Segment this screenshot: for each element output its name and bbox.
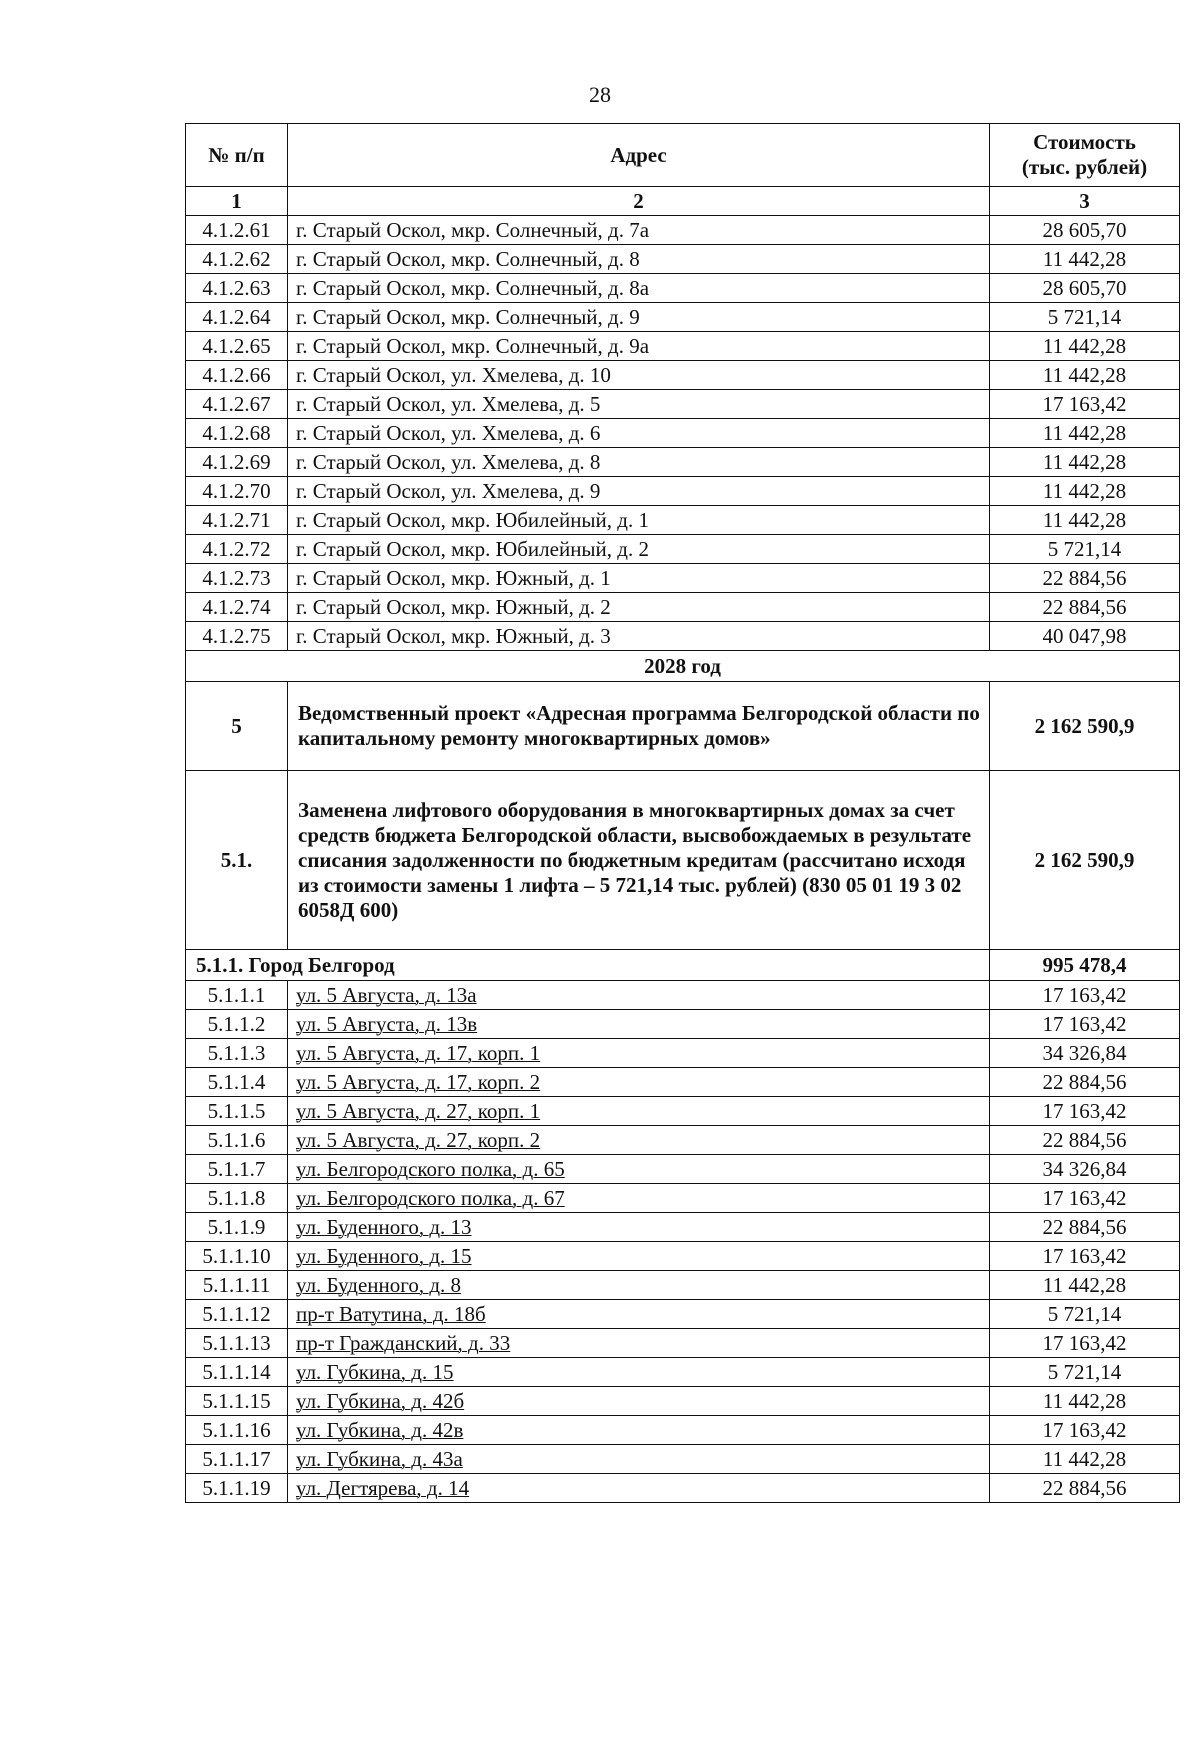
row-address-text: пр-т Ватутина, д. 18б xyxy=(296,1302,486,1326)
row-cost: 11 442,28 xyxy=(990,245,1180,274)
row-address xyxy=(288,1184,990,1213)
header-cost-line2: (тыс. рублей) xyxy=(1021,155,1148,179)
row-address xyxy=(288,1474,990,1503)
table-row xyxy=(186,1242,1180,1271)
row-cost: 17 163,42 xyxy=(990,1329,1180,1358)
row-cost: 22 884,56 xyxy=(990,564,1180,593)
page-number: 28 xyxy=(589,82,611,107)
row-address: г. Старый Оскол, мкр. Юбилейный, д. 2 xyxy=(288,535,990,564)
row-address: г. Старый Оскол, мкр. Солнечный, д. 7а xyxy=(288,216,990,245)
row-cost: 5 721,14 xyxy=(990,535,1180,564)
row-num: 5.1.1.12 xyxy=(186,1300,288,1329)
row-num: 5.1.1.1 xyxy=(186,981,288,1010)
row-address-text: ул. Белгородского полка, д. 67 xyxy=(296,1186,565,1210)
row-num: 4.1.2.72 xyxy=(186,535,288,564)
row-address: г. Старый Оскол, ул. Хмелева, д. 10 xyxy=(288,361,990,390)
row-cost: 11 442,28 xyxy=(990,419,1180,448)
table-row xyxy=(186,1155,1180,1184)
subproject-row xyxy=(186,771,1180,950)
row-cost: 11 442,28 xyxy=(990,1387,1180,1416)
table-row xyxy=(186,390,1180,419)
table-row xyxy=(186,1126,1180,1155)
row-address-text: ул. Губкина, д. 15 xyxy=(296,1360,454,1384)
table-row xyxy=(186,506,1180,535)
row-cost: 28 605,70 xyxy=(990,216,1180,245)
row-address xyxy=(288,1387,990,1416)
row-num: 5.1.1.8 xyxy=(186,1184,288,1213)
city-cost: 995 478,4 xyxy=(990,950,1180,981)
row-cost: 22 884,56 xyxy=(990,1213,1180,1242)
row-cost: 11 442,28 xyxy=(990,1445,1180,1474)
subproject-num: 5.1. xyxy=(186,771,288,950)
row-cost: 34 326,84 xyxy=(990,1039,1180,1068)
table-row xyxy=(186,1068,1180,1097)
row-num: 4.1.2.75 xyxy=(186,622,288,651)
table-row xyxy=(186,1387,1180,1416)
column-number-row xyxy=(186,187,1180,216)
row-cost: 17 163,42 xyxy=(990,1242,1180,1271)
table-row xyxy=(186,332,1180,361)
row-num: 4.1.2.69 xyxy=(186,448,288,477)
row-address-text: ул. Буденного, д. 8 xyxy=(296,1273,462,1297)
row-address: г. Старый Оскол, мкр. Солнечный, д. 8 xyxy=(288,245,990,274)
table-row xyxy=(186,1184,1180,1213)
table-row xyxy=(186,274,1180,303)
row-num: 5.1.1.10 xyxy=(186,1242,288,1271)
row-cost: 17 163,42 xyxy=(990,390,1180,419)
row-cost: 34 326,84 xyxy=(990,1155,1180,1184)
column-number: 3 xyxy=(990,187,1180,216)
table-row xyxy=(186,535,1180,564)
row-num: 4.1.2.66 xyxy=(186,361,288,390)
table-row xyxy=(186,245,1180,274)
row-address-text: ул. Губкина, д. 43а xyxy=(296,1447,463,1471)
table-row xyxy=(186,477,1180,506)
row-num: 4.1.2.70 xyxy=(186,477,288,506)
header-cost xyxy=(990,124,1180,187)
row-address xyxy=(288,1010,990,1039)
row-cost: 40 047,98 xyxy=(990,622,1180,651)
year-heading-row xyxy=(186,651,1180,682)
row-num: 5.1.1.6 xyxy=(186,1126,288,1155)
row-address: г. Старый Оскол, ул. Хмелева, д. 8 xyxy=(288,448,990,477)
table-row xyxy=(186,622,1180,651)
row-cost: 11 442,28 xyxy=(990,448,1180,477)
table-row xyxy=(186,1097,1180,1126)
row-cost: 5 721,14 xyxy=(990,303,1180,332)
row-num: 5.1.1.3 xyxy=(186,1039,288,1068)
project-cost: 2 162 590,9 xyxy=(990,682,1180,771)
row-address xyxy=(288,1039,990,1068)
row-num: 5.1.1.15 xyxy=(186,1387,288,1416)
row-address: г. Старый Оскол, мкр. Южный, д. 1 xyxy=(288,564,990,593)
row-num: 4.1.2.68 xyxy=(186,419,288,448)
row-address xyxy=(288,1416,990,1445)
header-cost-line1: Стоимость xyxy=(1033,130,1136,154)
table-row xyxy=(186,1329,1180,1358)
row-num: 5.1.1.4 xyxy=(186,1068,288,1097)
row-num: 5.1.1.11 xyxy=(186,1271,288,1300)
row-cost: 17 163,42 xyxy=(990,1184,1180,1213)
row-cost: 11 442,28 xyxy=(990,361,1180,390)
row-num: 5.1.1.16 xyxy=(186,1416,288,1445)
project-num: 5 xyxy=(186,682,288,771)
row-address xyxy=(288,1213,990,1242)
city-label: 5.1.1. Город Белгород xyxy=(186,950,990,981)
row-num: 4.1.2.64 xyxy=(186,303,288,332)
section-4-rows xyxy=(186,216,1180,651)
subproject-cost: 2 162 590,9 xyxy=(990,771,1180,950)
header-num: № п/п xyxy=(186,124,288,187)
row-num: 4.1.2.71 xyxy=(186,506,288,535)
table-row xyxy=(186,303,1180,332)
row-num: 4.1.2.67 xyxy=(186,390,288,419)
section-5-rows xyxy=(186,981,1180,1503)
year-heading: 2028 год xyxy=(186,651,1180,682)
table-row xyxy=(186,1300,1180,1329)
city-row xyxy=(186,950,1180,981)
row-address xyxy=(288,981,990,1010)
row-address: г. Старый Оскол, ул. Хмелева, д. 5 xyxy=(288,390,990,419)
row-address-text: ул. Дегтярева, д. 14 xyxy=(296,1476,470,1500)
table-row xyxy=(186,216,1180,245)
row-address-text: ул. 5 Августа, д. 17, корп. 1 xyxy=(296,1041,541,1065)
column-number: 2 xyxy=(288,187,990,216)
row-cost: 11 442,28 xyxy=(990,1271,1180,1300)
row-address: г. Старый Оскол, мкр. Солнечный, д. 8а xyxy=(288,274,990,303)
row-cost: 5 721,14 xyxy=(990,1358,1180,1387)
row-address xyxy=(288,1271,990,1300)
row-num: 4.1.2.63 xyxy=(186,274,288,303)
column-number: 1 xyxy=(186,187,288,216)
row-address-text: ул. Буденного, д. 15 xyxy=(296,1244,472,1268)
row-address-text: ул. Губкина, д. 42в xyxy=(296,1418,464,1442)
row-cost: 22 884,56 xyxy=(990,593,1180,622)
row-address xyxy=(288,1300,990,1329)
row-address xyxy=(288,1329,990,1358)
row-num: 5.1.1.14 xyxy=(186,1358,288,1387)
table-row xyxy=(186,1271,1180,1300)
row-cost: 17 163,42 xyxy=(990,1097,1180,1126)
year-section xyxy=(186,651,1180,981)
row-address-text: ул. 5 Августа, д. 27, корп. 2 xyxy=(296,1128,541,1152)
row-cost: 11 442,28 xyxy=(990,477,1180,506)
row-address xyxy=(288,1242,990,1271)
row-address xyxy=(288,1358,990,1387)
row-cost: 22 884,56 xyxy=(990,1126,1180,1155)
table-row xyxy=(186,1445,1180,1474)
row-address: г. Старый Оскол, мкр. Южный, д. 2 xyxy=(288,593,990,622)
project-row xyxy=(186,682,1180,771)
row-address-text: ул. Буденного, д. 13 xyxy=(296,1215,472,1239)
row-address: г. Старый Оскол, мкр. Юбилейный, д. 1 xyxy=(288,506,990,535)
row-address xyxy=(288,1068,990,1097)
row-num: 4.1.2.73 xyxy=(186,564,288,593)
row-num: 5.1.1.5 xyxy=(186,1097,288,1126)
row-cost: 17 163,42 xyxy=(990,1416,1180,1445)
row-address xyxy=(288,1155,990,1184)
row-address xyxy=(288,1126,990,1155)
table-row xyxy=(186,1039,1180,1068)
row-cost: 22 884,56 xyxy=(990,1068,1180,1097)
row-cost: 11 442,28 xyxy=(990,506,1180,535)
row-num: 4.1.2.61 xyxy=(186,216,288,245)
row-address-text: ул. Белгородского полка, д. 65 xyxy=(296,1157,565,1181)
table-row xyxy=(186,1416,1180,1445)
table-row xyxy=(186,1213,1180,1242)
table-row xyxy=(186,448,1180,477)
address-cost-table xyxy=(185,123,1180,1503)
row-num: 5.1.1.9 xyxy=(186,1213,288,1242)
row-num: 4.1.2.62 xyxy=(186,245,288,274)
table-row xyxy=(186,1358,1180,1387)
row-address xyxy=(288,1097,990,1126)
row-address-text: ул. 5 Августа, д. 13а xyxy=(296,983,477,1007)
row-cost: 28 605,70 xyxy=(990,274,1180,303)
row-cost: 5 721,14 xyxy=(990,1300,1180,1329)
row-num: 5.1.1.7 xyxy=(186,1155,288,1184)
row-address-text: ул. Губкина, д. 42б xyxy=(296,1389,465,1413)
row-address: г. Старый Оскол, мкр. Солнечный, д. 9 xyxy=(288,303,990,332)
row-address: г. Старый Оскол, мкр. Южный, д. 3 xyxy=(288,622,990,651)
row-address-text: пр-т Гражданский, д. 33 xyxy=(296,1331,511,1355)
row-address-text: ул. 5 Августа, д. 13в xyxy=(296,1012,478,1036)
header-address: Адрес xyxy=(288,124,990,187)
table-row xyxy=(186,593,1180,622)
row-address xyxy=(288,1445,990,1474)
row-address-text: ул. 5 Августа, д. 27, корп. 1 xyxy=(296,1099,541,1123)
row-num: 5.1.1.17 xyxy=(186,1445,288,1474)
row-address: г. Старый Оскол, мкр. Солнечный, д. 9а xyxy=(288,332,990,361)
table-header-row xyxy=(186,124,1180,187)
row-cost: 17 163,42 xyxy=(990,981,1180,1010)
table-row xyxy=(186,361,1180,390)
row-address: г. Старый Оскол, ул. Хмелева, д. 6 xyxy=(288,419,990,448)
row-cost: 17 163,42 xyxy=(990,1010,1180,1039)
table-row xyxy=(186,419,1180,448)
row-num: 5.1.1.13 xyxy=(186,1329,288,1358)
row-num: 4.1.2.74 xyxy=(186,593,288,622)
row-address-text: ул. 5 Августа, д. 17, корп. 2 xyxy=(296,1070,541,1094)
table-row xyxy=(186,981,1180,1010)
subproject-text: Заменена лифтового оборудования в многоквартирных домах за счет средств бюджета Белгородской области, высвобождаемых в результате списания задолженности по бюджетным кредитам (рассчитано исходя из стоимости замены 1 лифта – 5 721,14 тыс. рублей) (830 05 01 19 3 02 6058Д 600) xyxy=(288,771,990,950)
table-row xyxy=(186,1474,1180,1503)
row-cost: 11 442,28 xyxy=(990,332,1180,361)
row-address: г. Старый Оскол, ул. Хмелева, д. 9 xyxy=(288,477,990,506)
row-cost: 22 884,56 xyxy=(990,1474,1180,1503)
project-text: Ведомственный проект «Адресная программа Белгородской области по капитальному ремонту многоквартирных домов» xyxy=(288,682,990,771)
table-row xyxy=(186,1010,1180,1039)
row-num: 5.1.1.2 xyxy=(186,1010,288,1039)
row-num: 5.1.1.19 xyxy=(186,1474,288,1503)
table-row xyxy=(186,564,1180,593)
row-num: 4.1.2.65 xyxy=(186,332,288,361)
